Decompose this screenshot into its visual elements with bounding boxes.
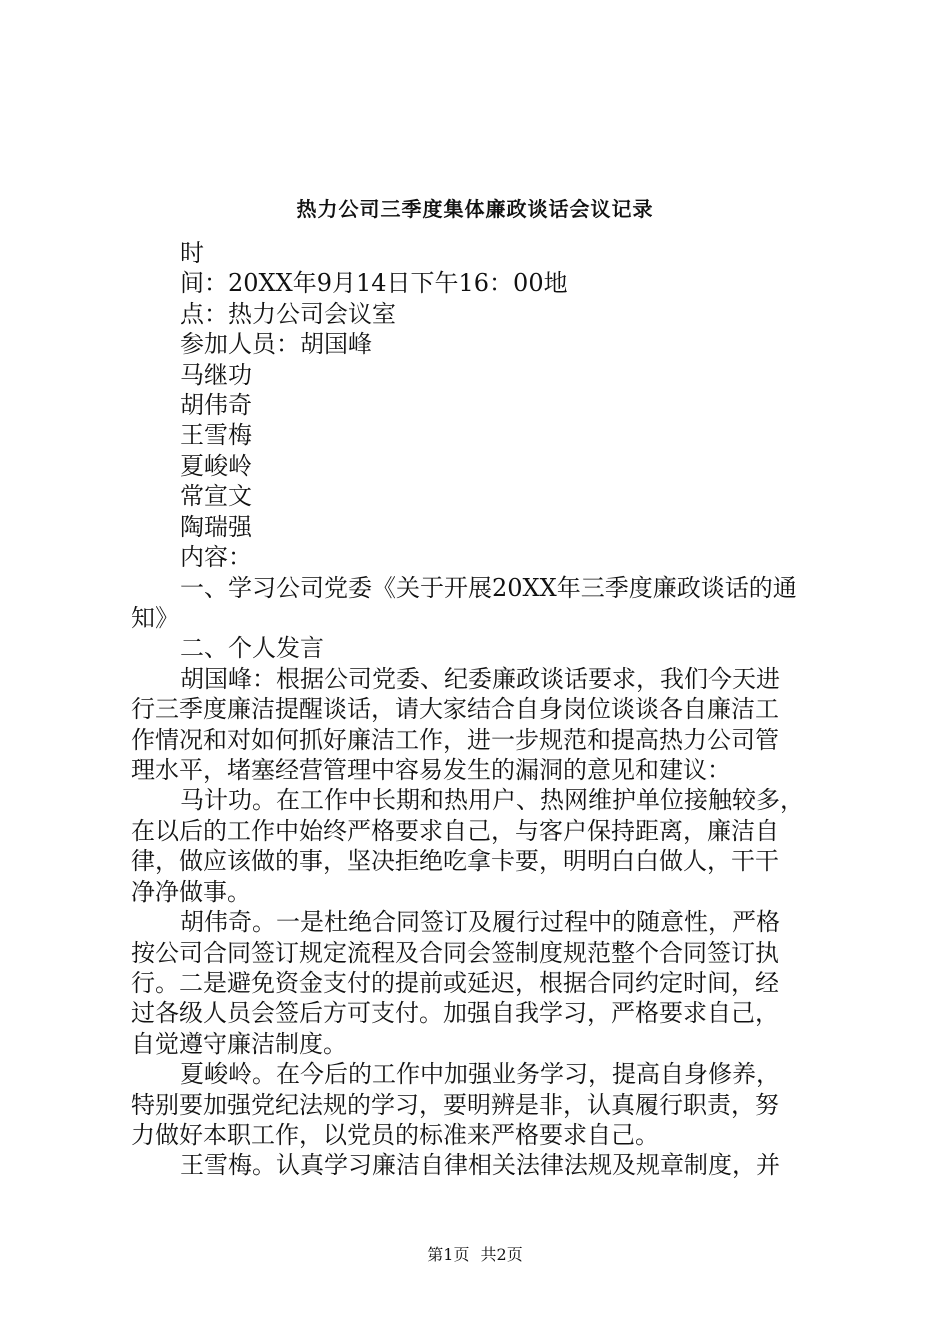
- page-number: 第1页: [427, 1245, 470, 1264]
- text-line: 间：20XX年9月14日下午16：00地: [180, 269, 568, 297]
- text-line: 胡伟奇: [180, 391, 252, 419]
- text-line: 马计功。在工作中长期和热用户、热网维护单位接触较多，: [180, 786, 804, 814]
- text-line: 自觉遵守廉洁制度。: [131, 1030, 347, 1058]
- text-line: 王雪梅: [180, 421, 252, 449]
- text-line: 理水平，堵塞经营管理中容易发生的漏洞的意见和建议：: [131, 756, 731, 784]
- text-line: 行三季度廉洁提醒谈话，请大家结合自身岗位谈谈各自廉洁工: [131, 695, 779, 723]
- text-line: 净净做事。: [131, 878, 251, 906]
- text-line: 胡伟奇。一是杜绝合同签订及履行过程中的随意性，严格: [180, 908, 780, 936]
- text-line: 律，做应该做的事，坚决拒绝吃拿卡要，明明白白做人，干干: [131, 847, 779, 875]
- text-line: 王雪梅。认真学习廉洁自律相关法律法规及规章制度，并: [180, 1151, 780, 1179]
- page-total: 共2页: [480, 1245, 523, 1264]
- text-line: 胡国峰：根据公司党委、纪委廉政谈话要求，我们今天进: [180, 665, 780, 693]
- text-line: 夏峻岭: [180, 452, 252, 480]
- text-line: 行。二是避免资金支付的提前或延迟，根据合同约定时间，经: [131, 969, 779, 997]
- text-line: 陶瑞强: [180, 513, 252, 541]
- text-line: 作情况和对如何抓好廉洁工作，进一步规范和提高热力公司管: [131, 726, 779, 754]
- text-line: 马继功: [180, 361, 252, 389]
- text-line: 常宣文: [180, 482, 252, 510]
- text-line: 内容：: [180, 543, 252, 571]
- text-line: 一、学习公司党委《关于开展20XX年三季度廉政谈话的通: [180, 574, 797, 602]
- document-title: 热力公司三季度集体廉政谈话会议记录: [296, 197, 654, 221]
- text-line: 时: [180, 239, 204, 267]
- text-line: 按公司合同签订规定流程及合同会签制度规范整个合同签订执: [131, 939, 779, 967]
- text-line: 力做好本职工作，以党员的标准来严格要求自己。: [131, 1121, 659, 1149]
- text-line: 夏峻岭。在今后的工作中加强业务学习，提高自身修养，: [180, 1060, 780, 1088]
- text-line: 参加人员：胡国峰: [180, 330, 372, 358]
- page-footer: [0, 1243, 950, 1267]
- text-line: 特别要加强党纪法规的学习，要明辨是非，认真履行职责，努: [131, 1091, 779, 1119]
- text-line: 知》: [131, 604, 179, 632]
- text-line: 二、个人发言: [180, 634, 324, 662]
- text-line: 点：热力公司会议室: [180, 300, 396, 328]
- text-line: 过各级人员会签后方可支付。加强自我学习，严格要求自己，: [131, 999, 779, 1027]
- text-line: 在以后的工作中始终严格要求自己，与客户保持距离，廉洁自: [131, 817, 779, 845]
